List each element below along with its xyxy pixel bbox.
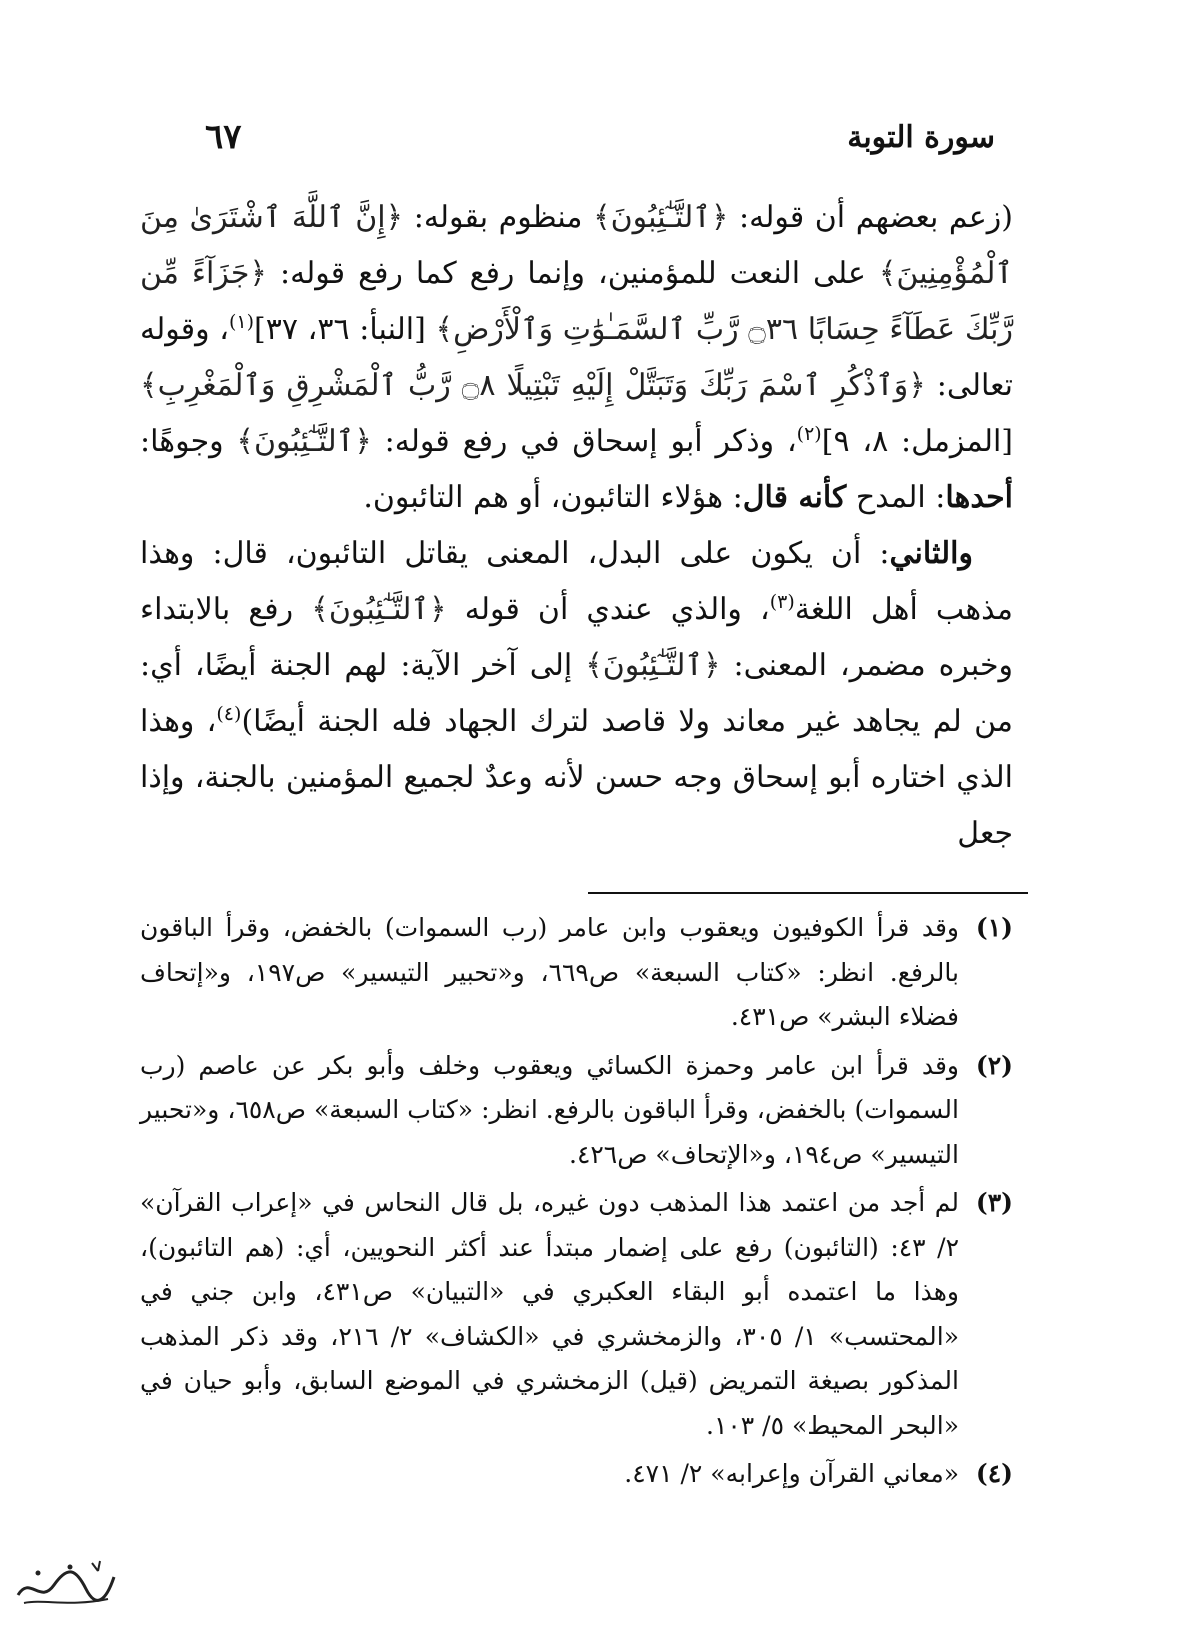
library-stamp-logo: [10, 1555, 120, 1615]
page-header: [205, 112, 995, 162]
text: : هؤلاء التائبون، أو هم التائبون.: [363, 480, 743, 515]
footnote-ref-3[interactable]: (٣): [769, 591, 795, 613]
footnote-4: [140, 1452, 1013, 1497]
paragraph-2: [140, 526, 1013, 862]
footnote-1: [140, 906, 1013, 1040]
quran-quote: ﴿ٱلتَّـٰٓئِبُونَ﴾: [593, 200, 729, 235]
text: ، وهذا الذي اختاره أبو إسحاق وجه حسن لأنه وعدٌ لجميع المؤمنين بالجنة، وإذا جعل: [140, 704, 1013, 851]
quran-quote: ﴿ٱلتَّـٰٓئِبُونَ﴾: [585, 648, 721, 683]
text: (زعم بعضهم أن قوله:: [728, 200, 1013, 235]
bold-term: أحدها: [945, 480, 1013, 515]
text: ، والذي عندي أن قوله: [446, 592, 770, 627]
footnote-separator: [588, 892, 1028, 894]
bold-term: كأنه قال: [742, 480, 847, 515]
running-title: سورة التوبة: [847, 119, 995, 155]
footnote-ref-4[interactable]: (٤): [216, 703, 242, 725]
footnote-text: وقد قرأ ابن عامر وحمزة الكسائي ويعقوب وخلف وأبو بكر عن عاصم (رب السموات) بالخفض، وقرأ الباقون بالرفع. انظر: «كتاب السبعة» ص٦٥٨، و«تحبير التيسير» ص١٩٤، و«الإتحاف» ص٤٢٦.: [140, 1050, 959, 1169]
footnote-3: [140, 1181, 1013, 1448]
footnote-text: «معاني القرآن وإعرابه» ٢/ ٤٧١.: [624, 1459, 959, 1488]
main-text: [140, 190, 1013, 862]
footnote-text: لم أجد من اعتمد هذا المذهب دون غيره، بل قال النحاس في «إعراب القرآن» ٢/ ٤٣: (التائبون) رفع على إضمار مبتدأ عند أكثر النحويين، أي: (هم التائبون)، وهذا ما اعتمده أبو البقاء العكبري في «التبيان» ص٤٣١، وابن جني في «المحتسب» ١/ ٣٠٥، والزمخشري في «الكشاف» ٢/ ٢١٦، وقد ذكر المذهب المذكور بصيغة التمريض (قيل) الزمخشري في الموضع السابق، وأبو حيان في «البحر المحيط» ٥/ ١٠٣.: [140, 1188, 959, 1440]
footnote-number: (٤): [975, 1459, 1013, 1488]
text: وجوهًا:: [140, 424, 237, 459]
text: ، وذكر أبو إسحاق في رفع قوله:: [371, 424, 797, 459]
text: رفع بالابتداء وخبره مضمر، المعنى:: [140, 592, 1013, 683]
footnote-number: (٢): [975, 1050, 1013, 1080]
footnote-number: (٣): [975, 1188, 1013, 1217]
text: على النعت للمؤمنين، وإنما رفع كما رفع قوله:: [267, 256, 879, 291]
page-number: ٦٧: [205, 117, 242, 157]
quran-quote: ﴿وَٱذْكُرِ ٱسْمَ رَبِّكَ وَتَبَتَّلْ إِلَيْهِ تَبْتِيلًا ۝٨ رَّبُّ ٱلْمَشْرِقِ وَٱلْمَغْرِبِ﴾: [140, 368, 926, 403]
quran-quote: ﴿جَزَآءً مِّن رَّبِّكَ عَطَآءً حِسَابًا ۝٣٦ رَّبِّ ٱلسَّمَـٰوَٰتِ وَٱلْأَرْضِ﴾: [140, 256, 1014, 347]
bold-term: والثاني: [889, 536, 973, 571]
quran-quote: ﴿ٱلتَّـٰٓئِبُونَ﴾: [311, 592, 447, 627]
footnote-2: [140, 1044, 1013, 1178]
text: : أن يكون على البدل، المعنى يقاتل التائبون، قال: وهذا مذهب أهل اللغة: [140, 536, 1014, 627]
text: إلى آخر الآية: لهم الجنة أيضًا، أي: من لم يجاهد غير معاند ولا قاصد لترك الجهاد فله الجنة أيضًا): [140, 648, 1013, 739]
citation: [المزمل: ٨، ٩]: [821, 424, 1013, 459]
text: منظوم بقوله:: [403, 200, 594, 235]
paragraph-1: [140, 190, 1013, 526]
quran-quote: ﴿ٱلتَّـٰٓئِبُونَ﴾: [236, 424, 372, 459]
quran-quote: ﴿إِنَّ ٱللَّهَ ٱشْتَرَىٰ مِنَ ٱلْمُؤْمِنِينَ﴾: [140, 200, 1013, 291]
text: : المدح: [846, 480, 946, 515]
footnote-ref-2[interactable]: (٢): [796, 423, 822, 445]
footnote-number: (١): [975, 913, 1013, 942]
footnotes: [140, 906, 1013, 1501]
text: ، وقوله تعالى:: [140, 312, 1013, 403]
footnote-text: وقد قرأ الكوفيون ويعقوب وابن عامر (رب السموات) بالخفض، وقرأ الباقون بالرفع. انظر: «كتاب السبعة» ص٦٦٩، و«تحبير التيسير» ص١٩٧، و«إتحاف فضلاء البشر» ص٤٣١.: [140, 913, 959, 1031]
footnote-ref-1[interactable]: (١): [228, 311, 255, 333]
citation: [النبأ: ٣٦، ٣٧]: [254, 312, 436, 347]
